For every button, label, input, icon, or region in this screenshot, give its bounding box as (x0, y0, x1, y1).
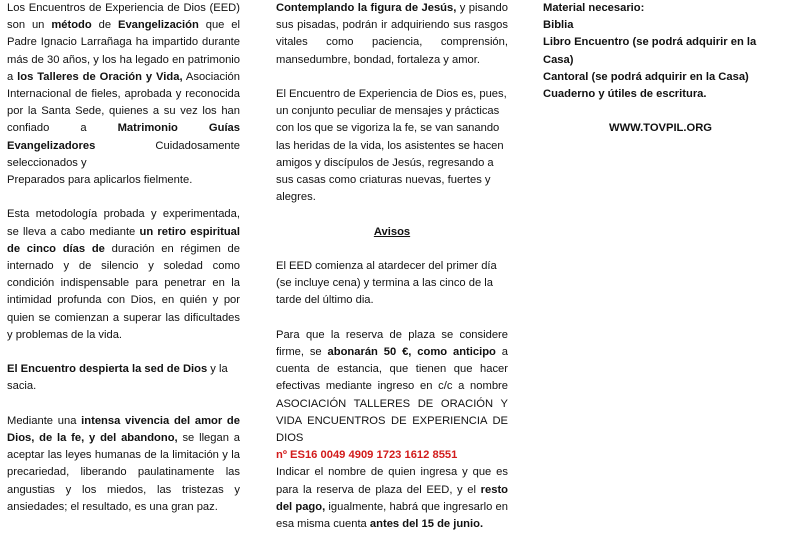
bold-run: resto del pago, (276, 483, 508, 513)
text-run: de (91, 19, 118, 32)
bold-run: los Talleres de Oración y Vida, (17, 70, 183, 83)
text-run: (se incluye cena) y termina a las cinco de la tarde del último dia. (276, 277, 494, 307)
bold-run: método (51, 19, 92, 32)
text-run: El EED comienza al atardecer del primer día (276, 260, 497, 272)
text-run: que el Padre Ignacio Larrañaga ha impartido durante más de 30 años, y los ha legado en patrimonio a (7, 19, 241, 83)
paragraph-schedule (276, 258, 508, 310)
bold-run: El Encuentro despierta la sed de Dios (7, 363, 208, 376)
column-middle (276, 0, 508, 533)
bold-run: Contemplando la figura de Jesús, (276, 2, 457, 14)
material-item: Biblia (543, 19, 574, 32)
heading-avisos: Avisos (373, 225, 411, 238)
paragraph-love (7, 413, 240, 516)
text-run: Para que la reserva de plaza se considere firme, se (276, 328, 508, 358)
text-run: Asociación Internacional de fieles, aprobada y reconocida por la Santa Sede, quienes a su vez los han confiado a (7, 70, 240, 135)
paragraph-eed: El Encuentro de Experiencia de Dios es, pues, un conjunto peculiar de mensajes y prácticas con los que se vigoriza la fe, se van sanando las heridas de la vida, los asistentes se hacen amigos y discípulos de Jesús, regresando a sus casas como criaturas nuevas, fuertes y alegres. (276, 88, 507, 204)
text-run: a cuenta de estancia, que tienen que hacer efectivas mediante ingreso en c/c a nombre ASOCIACIÓN TALLERES DE ORACIÓN Y VIDA ENCUENTROS DE EXPERIENCIA DE DIOS (276, 346, 508, 445)
bold-run: intensa vivencia del amor de Dios, de la fe, y del abandono, (7, 414, 240, 445)
text-run: Mediante una (7, 414, 82, 427)
material-item: Cantoral (se podrá adquirir en la Casa) (543, 70, 749, 83)
bold-run: antes del 15 de junio. (369, 518, 484, 531)
paragraph-jesus (276, 0, 508, 69)
text-run: Esta metodología probada y experimentada, se lleva a cabo mediante (7, 208, 240, 238)
bold-run: un retiro espiritual de cinco días de (7, 225, 241, 255)
text-run: y la sacia. (7, 363, 228, 393)
text-run: Cuidadosamente seleccionados y (7, 139, 240, 169)
text-run: Los Encuentros de Experiencia de Dios (EED) son un (7, 2, 240, 32)
text-run: se llegan a aceptar las leyes humanas de la limitación y la precariedad, liberando paulatinamente las angustias y los miedos, las tristezas y ansiedades; el resultado, es una gran paz. (7, 432, 240, 513)
materials-title: Material necesario: (543, 2, 645, 14)
column-left (7, 0, 240, 516)
bold-run: Matrimonio Guías Evangelizadores (7, 122, 240, 152)
material-item: Cuaderno y útiles de escritura. (543, 88, 707, 101)
bold-run: Evangelización (117, 19, 199, 32)
paragraph-payment (276, 327, 508, 533)
text-run: Indicar el nombre de quien ingresa y que es para la reserva de plaza del EED, y el (276, 466, 508, 496)
text-run: Preparados para aplicarlos fielmente. (7, 174, 193, 187)
text-run: y pisando sus pisadas, podrán ir adquiriendo sus rasgos vitales como paciencia, comprensión, mansedumbre, bondad, fortaleza y amor. (276, 2, 508, 66)
column-right (543, 0, 778, 137)
material-item: Libro Encuentro (se podrá adquirir en la Casa) (543, 36, 757, 66)
text-run: igualmente, habrá que ingresarlo en esa misma cuenta (276, 500, 508, 531)
iban-number: nº ES16 0049 4909 1723 1612 8551 (276, 449, 458, 462)
paragraph-thirst (7, 361, 240, 395)
bold-run: abonarán 50 €, como anticipo (327, 346, 496, 358)
paragraph-intro (7, 0, 240, 189)
paragraph-method (7, 206, 240, 344)
website-link[interactable]: WWW.TOVPIL.ORG (609, 122, 712, 135)
text-run: duración en régimen de internado y de silencio y soledad como condición indispensable para penetrar en la intimidad profunda con Dios, en quién y por quien se comienzan a superar las dificultades y problemas de la vida. (7, 242, 240, 341)
